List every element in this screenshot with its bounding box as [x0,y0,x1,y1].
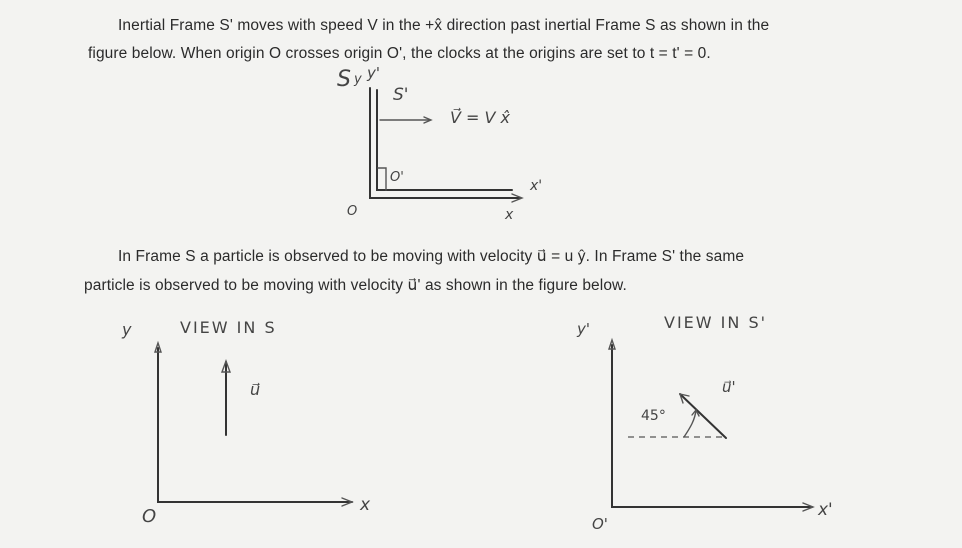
fig1-x-prime-label: x' [530,178,543,194]
fig1-origin-prime-mark [378,168,386,190]
fig3-angle-arc [684,410,696,437]
fig3-angle-label: 45° [641,408,666,424]
fig1-x-label: x [505,207,514,223]
fig1-frame-s-label: S [337,67,351,92]
fig3-u-prime-label: u⃗' [722,378,736,396]
fig2-title: VIEW IN S [180,318,277,337]
fig2-axes [158,348,352,502]
fig2-origin-label: O [142,506,157,527]
fig1-velocity-label: V⃗ = V x̂ [450,108,511,127]
fig2-y-label: y [122,320,132,339]
paragraph2-line2: particle is observed to be moving with velocity u⃗' as shown in the figure below. [84,277,627,294]
paragraph1-line1: Inertial Frame S' moves with speed V in the +x̂ direction past inertial Frame S as shown in the [118,17,770,34]
fig2-x-label: x [360,495,371,515]
fig1-y-label: y [354,72,362,87]
fig2-u-label: u⃗ [250,380,261,399]
fig3-origin-label: O' [592,515,608,533]
paragraph1-line2: figure below. When origin O crosses origin O', the clocks at the origins are set to t = t' = 0. [88,45,711,62]
fig3-y-label: y' [577,320,591,338]
fig3-axes [612,345,812,507]
fig1-origin-prime-label: O' [390,170,404,185]
fig1-origin-label: O [347,204,358,219]
fig3-title: VIEW IN S' [664,313,768,332]
fig3-x-label: x' [818,500,833,520]
fig1-frame-s-prime-label: S' [393,85,409,105]
paragraph2-line1: In Frame S a particle is observed to be moving with velocity u⃗ = u ŷ. In Frame S' the same [118,248,745,265]
fig1-y-prime-label: y' [367,64,381,82]
